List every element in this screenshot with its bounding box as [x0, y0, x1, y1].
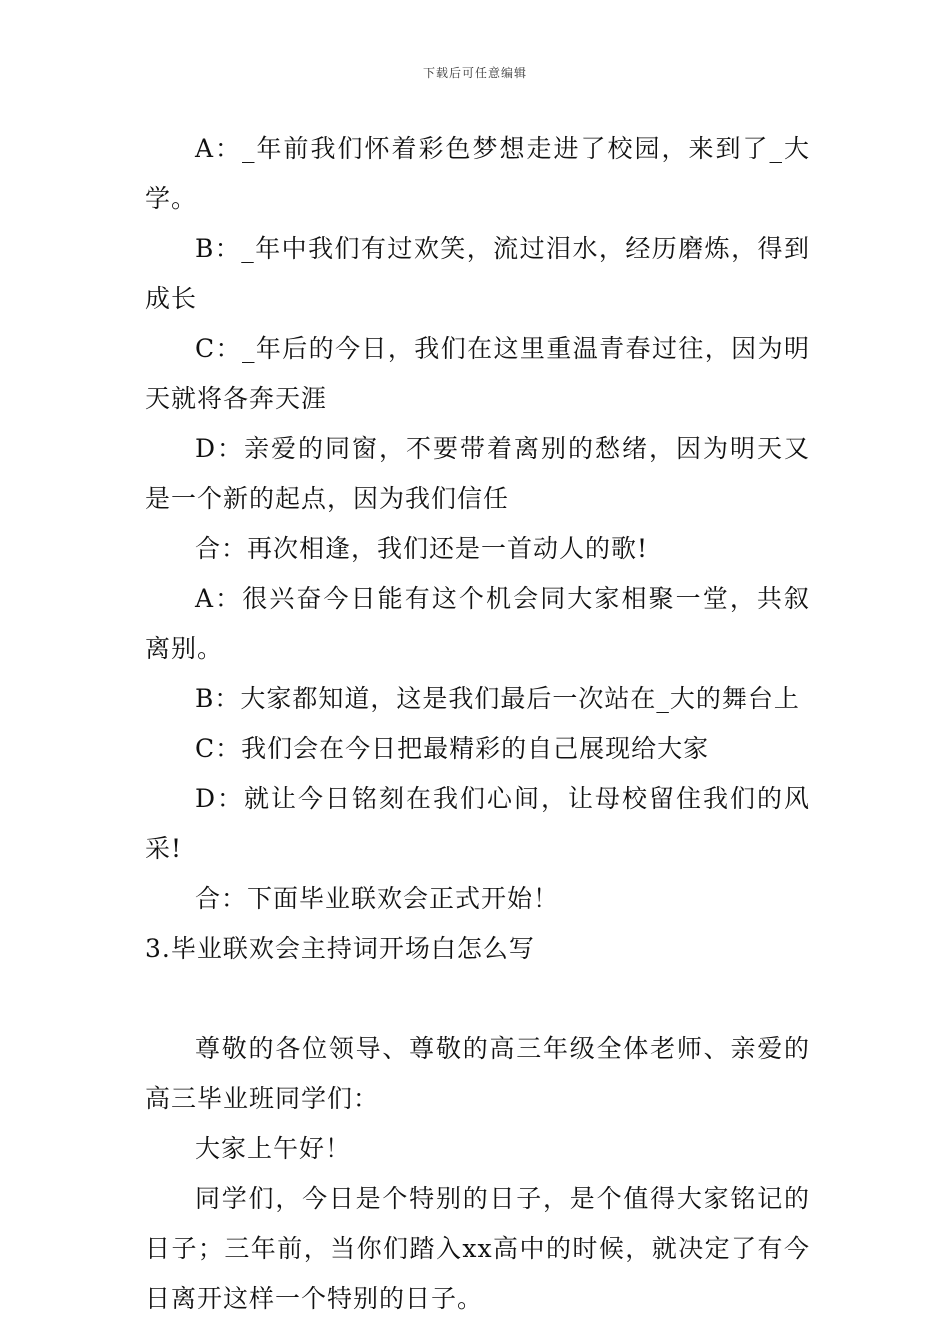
speech-paragraph: 同学们，今日是个特别的日子，是个值得大家铭记的日子；三年前，当你们踏入xx高中的时候，就决定了有今日离开这样一个特别的日子。 [145, 1184, 810, 1313]
speech-salutation: 尊敬的各位领导、尊敬的高三年级全体老师、亲爱的高三毕业班同学们： [145, 1034, 810, 1113]
dialogue-line-d1: D：亲爱的同窗，不要带着离别的愁绪，因为明天又是一个新的起点，因为我们信任 [145, 434, 810, 513]
document-body [145, 124, 810, 1324]
dialogue-line-a2: A：很兴奋今日能有这个机会同大家相聚一堂，共叙离别。 [145, 584, 810, 663]
dialogue-line-b1: B：_年中我们有过欢笑，流过泪水，经历磨炼，得到成长 [145, 234, 810, 313]
dialogue-line-chorus2: 合：下面毕业联欢会正式开始！ [195, 884, 560, 913]
dialogue-line-c1: C：_年后的今日，我们在这里重温青春过往，因为明天就将各奔天涯 [145, 334, 810, 413]
dialogue-line-chorus1: 合：再次相逢，我们还是一首动人的歌! [195, 534, 649, 563]
dialogue-line-d2: D：就让今日铭刻在我们心间，让母校留住我们的风采! [145, 784, 810, 863]
blank-line [145, 974, 810, 1024]
header-note: 下载后可任意编辑 [422, 66, 527, 80]
section-heading: 3.毕业联欢会主持词开场白怎么写 [145, 934, 535, 963]
dialogue-line-a1: A：_年前我们怀着彩色梦想走进了校园，来到了_大学。 [145, 134, 810, 213]
dialogue-line-c2: C：我们会在今日把最精彩的自己展现给大家 [195, 734, 710, 763]
dialogue-line-b2: B：大家都知道，这是我们最后一次站在_大的舞台上 [195, 684, 800, 713]
speech-greeting: 大家上午好！ [195, 1134, 352, 1163]
